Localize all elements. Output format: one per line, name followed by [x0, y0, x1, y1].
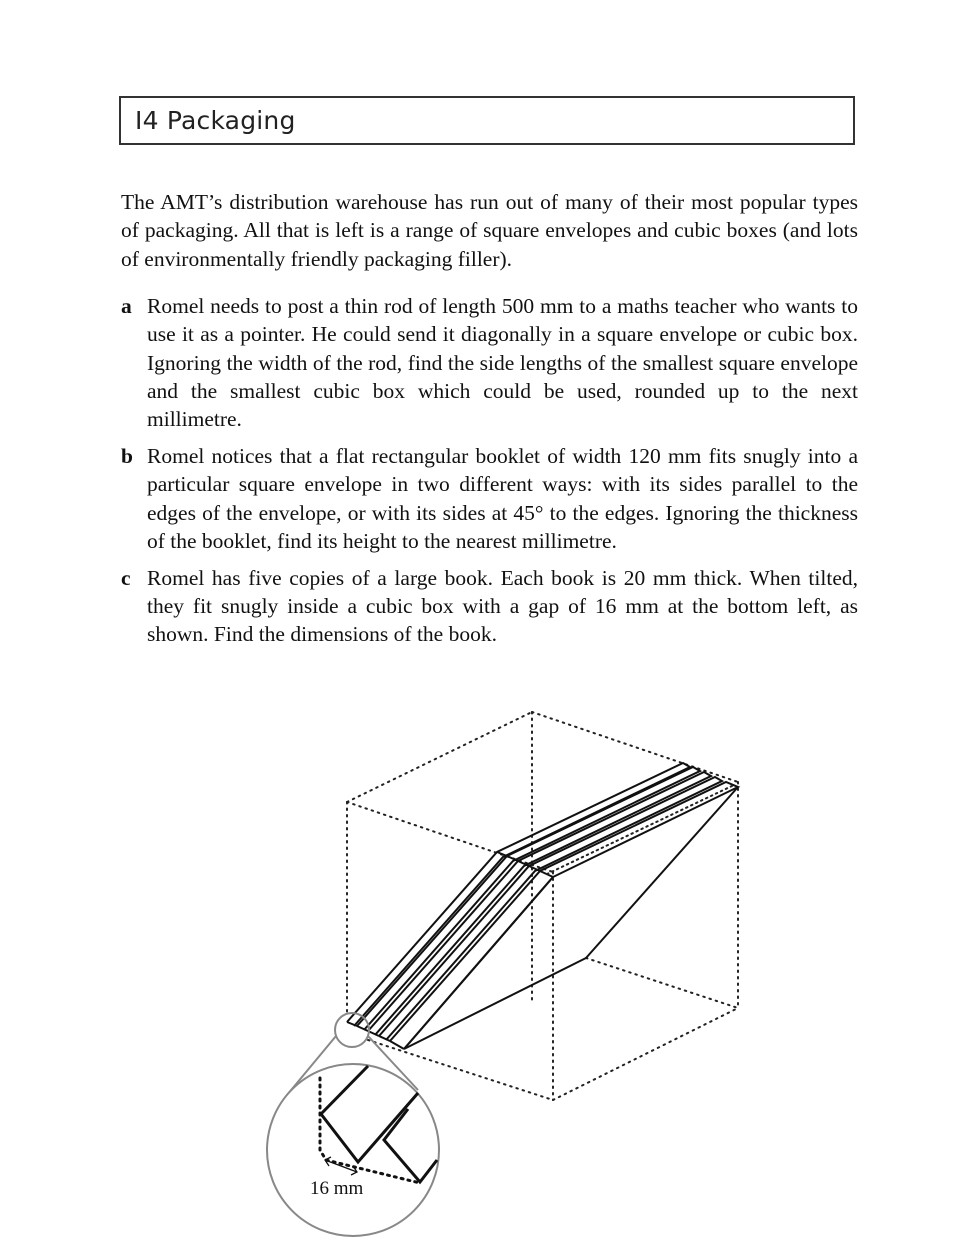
hidden-edge	[547, 785, 734, 874]
cube-outline	[347, 712, 738, 1100]
gap-label: 16 mm	[310, 1178, 364, 1199]
part-text: Romel notices that a flat rectangular booklet of width 120 mm fits snugly into a particular square envelope in two different ways: with its sides parallel to the edges of the envelope, or with its sides at 45° to the edges. Ignoring the thickness of the booklet, find its height to the nearest millimetre.	[147, 443, 858, 553]
part-text: Romel has five copies of a large book. Each book is 20 mm thick. When tilted, they fit snugly inside a cubic box with a gap of 16 mm at the bottom left, as shown. Find the dimensions of the book.	[147, 565, 858, 647]
intro-paragraph: The AMT’s distribution warehouse has run out of many of their most popular types of packaging. All that is left is a range of square envelopes and cubic boxes (and lots of environmentally friendly packaging filler).	[121, 190, 858, 271]
magnifier	[267, 1013, 439, 1236]
part-letter: b	[121, 443, 133, 468]
books-stack	[347, 763, 738, 1049]
part-letter: c	[121, 565, 131, 590]
section-title: I4 Packaging	[135, 106, 296, 135]
part-letter: a	[121, 294, 132, 318]
part-text: Romel needs to post a thin rod of length 500 mm to a maths teacher who wants to use it as a pointer. He could send it diagonally in a square envelope or cubic box. Ignoring the width of the rod, find the side lengths of the smallest square envelope and the smallest cubic box which could be used, rounded up to the next millimetre.	[147, 294, 858, 432]
